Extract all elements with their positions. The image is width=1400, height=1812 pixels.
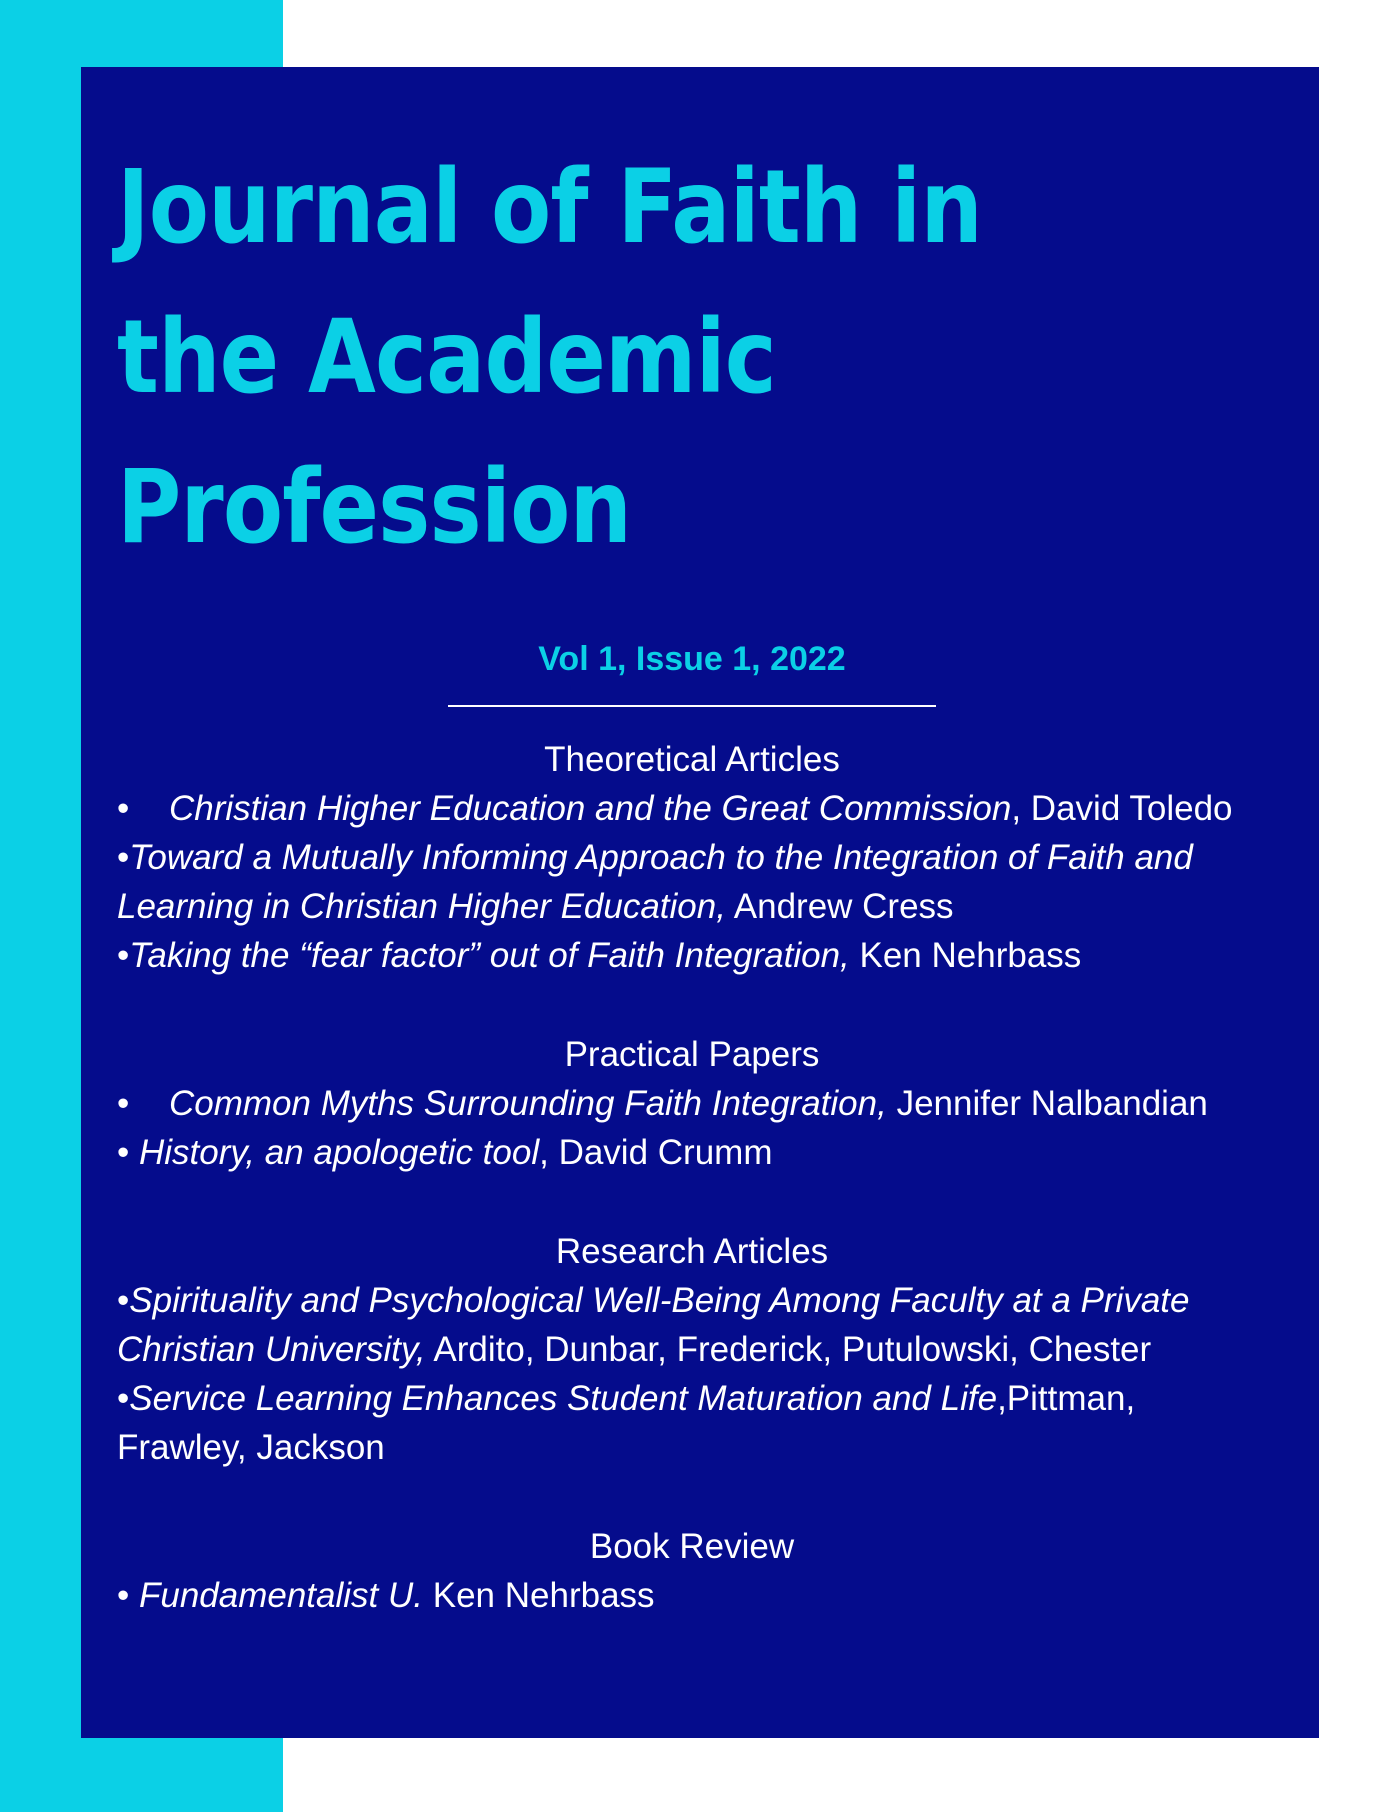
article-title: Toward a Mutually Informing Approach to the Integration of Faith and Learning in Christian Higher Education, [117,838,1193,926]
bullet: • [117,789,130,828]
bullet: • [117,1576,139,1615]
article-entry [117,1079,1267,1128]
cover-panel [81,67,1319,1738]
article-authors: David Toledo [1021,789,1233,828]
section-practical-papers [117,1030,1267,1177]
article-entry [117,833,1267,931]
article-title: Service Learning Enhances Student Maturation and Life [129,1379,998,1418]
section-theoretical-articles [117,735,1267,980]
article-entry [117,1128,1267,1177]
issue-label: Vol 1, Issue 1, 2022 [538,640,846,678]
bullet: • [117,936,130,975]
article-entry [117,1276,1267,1374]
section-heading: Research Articles [555,1232,829,1271]
article-entry [117,931,1267,980]
article-title: Taking the “fear factor” out of Faith Integration, [129,936,850,975]
article-title: Fundamentalist U. [138,1576,424,1615]
article-authors: Jennifer Nalbandian [886,1084,1208,1123]
title-separator: , [1011,789,1022,828]
bullet: • [117,1133,139,1172]
article-title: Spirituality and Psychological Well-Being Among Faculty at a Private Christian University, [117,1281,1190,1369]
article-authors: David Crumm [548,1133,773,1172]
article-title: Christian Higher Education and the Great Commission [169,789,1012,828]
article-authors: Ken Nehrbass [849,936,1082,975]
section-heading: Theoretical Articles [544,740,840,779]
article-entry [117,1571,1267,1620]
bullet: • [117,1281,130,1320]
section-book-review [117,1522,1267,1620]
journal-title [117,133,1063,583]
bullet: • [117,838,130,877]
bullet: • [117,1379,130,1418]
article-authors: Ardito, Dunbar, Frederick, Putulowski, Chester [425,1330,1152,1369]
article-entry [117,1374,1267,1472]
article-title: Common Myths Surrounding Faith Integration, [169,1084,887,1123]
title-separator: , [997,1379,1007,1418]
article-entry [117,784,1267,833]
title-separator: , [539,1133,549,1172]
journal-title-line: Profession [117,448,632,567]
journal-title-line: Journal of Faith in [117,148,982,267]
bullet: • [117,1084,130,1123]
journal-title-line: the Academic [117,298,776,417]
section-heading: Book Review [589,1527,795,1566]
article-authors: Andrew Cress [725,887,954,926]
article-authors: Pittman, Frawley, Jackson [117,1379,1136,1467]
article-title: History, an apologetic tool [138,1133,540,1172]
section-heading: Practical Papers [564,1035,820,1074]
divider-rule [448,705,936,707]
section-research-articles [117,1227,1267,1472]
article-authors: Ken Nehrbass [423,1576,655,1615]
